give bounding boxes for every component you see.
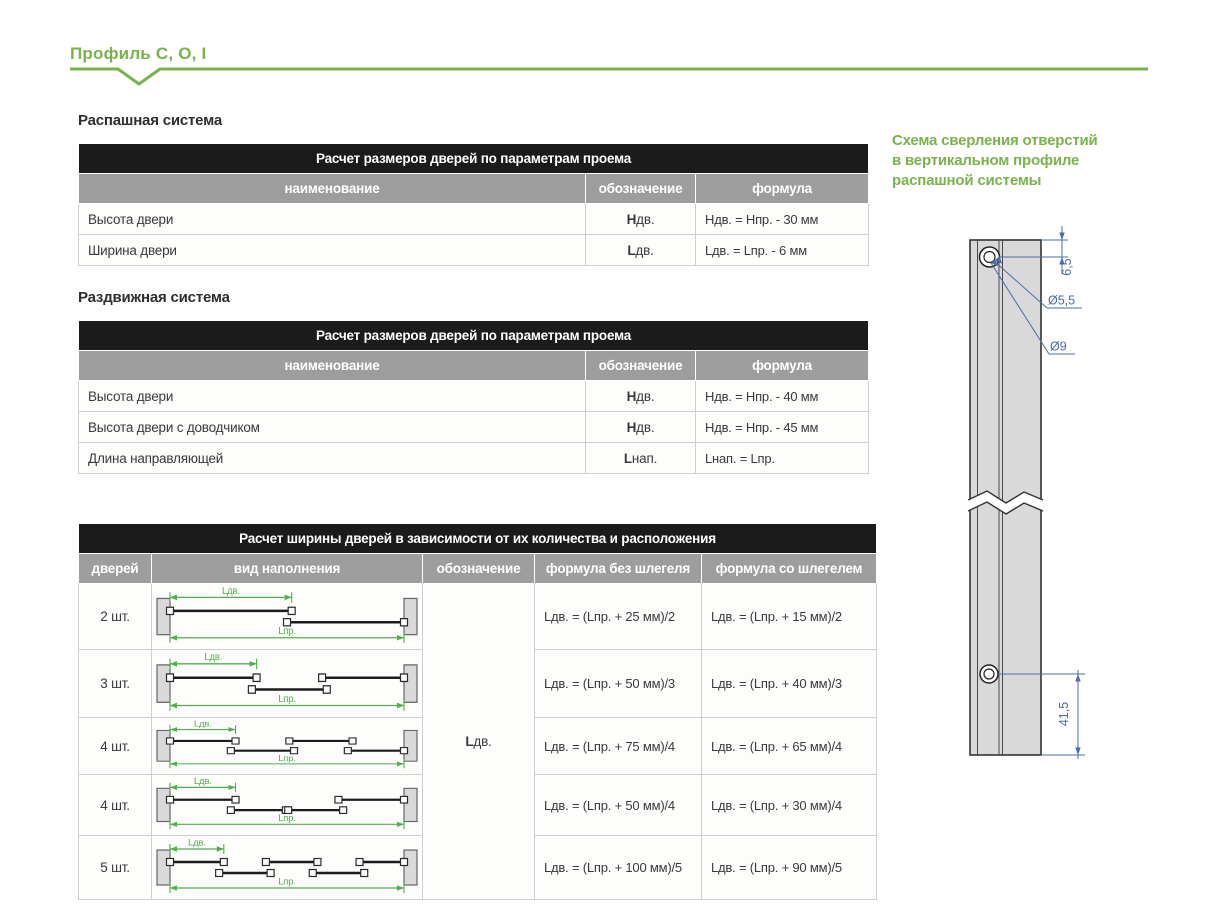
door — [284, 619, 408, 626]
cell-formula-shlegel: Lдв. = (Lпр. + 40 мм)/3 — [702, 650, 877, 718]
cell-name: Высота двери — [79, 381, 586, 412]
width-table — [78, 523, 877, 900]
wall-post-right — [404, 665, 417, 702]
svg-text:Lдв.: Lдв. — [204, 651, 223, 664]
column-header: формула — [696, 174, 869, 204]
wall-post-left — [157, 598, 170, 634]
dimension-arrow — [170, 877, 404, 894]
column-header: обозначение — [586, 174, 696, 204]
cell-formula-plain: Lдв. = (Lпр. + 50 мм)/3 — [535, 650, 702, 718]
door — [167, 738, 240, 744]
wall-post-right — [404, 598, 417, 634]
door-layout-diagram — [155, 585, 419, 645]
svg-text:Lдв.: Lдв. — [221, 585, 240, 597]
swing-section-heading: Распашная система — [78, 112, 222, 129]
cell-formula-shlegel: Lдв. = (Lпр. + 65 мм)/4 — [702, 718, 877, 775]
cell-formula-plain: Lдв. = (Lпр. + 100 мм)/5 — [535, 836, 702, 900]
dim-top-offset-text: 6,5 — [1060, 258, 1074, 276]
wall-post-left — [157, 850, 170, 885]
cell-formula: Lнап. = Lпр. — [696, 443, 869, 474]
door-width-table — [78, 523, 877, 900]
cell-formula-shlegel: Lдв. = (Lпр. + 30 мм)/4 — [702, 775, 877, 836]
table-row — [79, 235, 869, 266]
table-row — [79, 443, 869, 474]
title-underline — [0, 0, 1215, 95]
dimension-arrow — [170, 586, 292, 603]
cell-door-count: 3 шт. — [79, 650, 152, 718]
door — [335, 796, 408, 803]
door-layout-diagram — [155, 719, 419, 770]
door — [167, 607, 296, 614]
cell-symbol: Lдв. — [586, 235, 696, 266]
door — [248, 686, 330, 693]
sliding-section-heading: Раздвижная система — [78, 289, 230, 306]
drawing-caption-line: в вертикальном профиле — [892, 152, 1080, 169]
dimension-arrow — [170, 652, 257, 669]
door — [309, 870, 367, 877]
spec-table — [78, 143, 869, 266]
door — [319, 674, 408, 681]
cell-formula: Hдв. = Hпр. - 30 мм — [696, 204, 869, 235]
cell-formula: Hдв. = Hпр. - 45 мм — [696, 412, 869, 443]
dimension-arrow — [170, 753, 404, 768]
column-header: дверей — [79, 554, 152, 584]
door — [167, 859, 228, 866]
column-header: формула со шлегелем — [702, 554, 877, 584]
dim-bottom-offset-text: 41,5 — [1057, 701, 1071, 727]
column-header: наименование — [79, 174, 586, 204]
table-title: Расчет размеров дверей по параметрам проема — [79, 144, 869, 174]
cell-door-count: 4 шт. — [79, 775, 152, 836]
cell-formula-shlegel: Lдв. = (Lпр. + 15 мм)/2 — [702, 584, 877, 650]
svg-text:Lдв.: Lдв. — [193, 719, 212, 729]
door — [167, 674, 261, 681]
profile-drawing-svg — [930, 222, 1130, 772]
column-header: обозначение — [423, 554, 535, 584]
dim-large-hole: Ø9 — [1050, 339, 1067, 354]
svg-text:Lпр.: Lпр. — [278, 626, 296, 638]
table-title: Расчет ширины дверей в зависимости от их количества и расположения — [79, 524, 877, 554]
cell-layout-diagram — [152, 836, 423, 900]
cell-name: Высота двери с доводчиком — [79, 412, 586, 443]
cell-formula-shlegel: Lдв. = (Lпр. + 90 мм)/5 — [702, 836, 877, 900]
cell-layout-diagram — [152, 718, 423, 775]
table-row — [79, 381, 869, 412]
svg-text:Lдв.: Lдв. — [188, 837, 206, 849]
cell-formula-plain: Lдв. = (Lпр. + 50 мм)/4 — [535, 775, 702, 836]
column-header: наименование — [79, 351, 586, 381]
wall-post-right — [404, 730, 417, 761]
column-header: формула — [696, 351, 869, 381]
cell-symbol: Hдв. — [586, 412, 696, 443]
door-layout-diagram — [155, 837, 419, 895]
dimension-arrow — [170, 694, 404, 711]
svg-text:Lпр.: Lпр. — [278, 753, 296, 763]
wall-post-right — [404, 850, 417, 885]
cell-door-count: 2 шт. — [79, 584, 152, 650]
table-row — [79, 584, 877, 650]
dimension-arrow — [170, 776, 236, 792]
cell-door-count: 4 шт. — [79, 718, 152, 775]
door — [167, 796, 240, 803]
column-header: вид наполнения — [152, 554, 423, 584]
door — [356, 859, 407, 866]
wall-post-left — [157, 788, 170, 821]
swing-size-table — [78, 143, 869, 266]
cell-name: Высота двери — [79, 204, 586, 235]
cell-layout-diagram — [152, 584, 423, 650]
cell-symbol: Hдв. — [586, 204, 696, 235]
cell-formula-plain: Lдв. = (Lпр. + 25 мм)/2 — [535, 584, 702, 650]
cell-formula-plain: Lдв. = (Lпр. + 75 мм)/4 — [535, 718, 702, 775]
dimension-arrow — [170, 719, 236, 734]
cell-designation: Lдв. — [423, 584, 535, 900]
cell-formula: Lдв. = Lпр. - 6 мм — [696, 235, 869, 266]
cell-formula: Hдв. = Hпр. - 40 мм — [696, 381, 869, 412]
page-title: Профиль C, O, I — [70, 44, 207, 63]
table-title: Расчет размеров дверей по параметрам проема — [79, 321, 869, 351]
wall-post-right — [404, 788, 417, 821]
column-header: обозначение — [586, 351, 696, 381]
hole-bottom — [980, 665, 998, 683]
cell-symbol: Hдв. — [586, 381, 696, 412]
column-header: формула без шлегеля — [535, 554, 702, 584]
svg-text:Lпр.: Lпр. — [278, 876, 296, 888]
dimension-arrow — [170, 626, 404, 643]
cell-layout-diagram — [152, 775, 423, 836]
door — [216, 870, 274, 877]
cell-name: Ширина двери — [79, 235, 586, 266]
drawing-caption-line: Схема сверления отверстий — [892, 132, 1098, 149]
wall-post-left — [157, 665, 170, 702]
dimension-arrow — [170, 838, 224, 855]
cell-layout-diagram — [152, 650, 423, 718]
svg-text:Lпр.: Lпр. — [278, 813, 296, 823]
spec-table — [78, 320, 869, 474]
wall-post-left — [157, 730, 170, 761]
svg-text:Lдв.: Lдв. — [193, 776, 212, 787]
door — [262, 859, 320, 866]
dimension-arrow — [170, 813, 404, 829]
table-row — [79, 412, 869, 443]
drawing-caption — [892, 131, 1098, 191]
door-layout-diagram — [155, 651, 419, 713]
table-row — [79, 204, 869, 235]
door — [344, 748, 407, 754]
sliding-size-table — [78, 320, 869, 474]
cell-symbol: Lнап. — [586, 443, 696, 474]
door-layout-diagram — [155, 776, 419, 831]
svg-text:Lпр.: Lпр. — [278, 693, 296, 705]
door — [286, 738, 356, 744]
title-underline-notch — [70, 69, 1148, 84]
dim-small-hole: Ø5,5 — [1048, 293, 1076, 308]
profile-drilling-drawing — [930, 222, 1130, 772]
cell-door-count: 5 шт. — [79, 836, 152, 900]
cell-name: Длина направляющей — [79, 443, 586, 474]
drawing-caption-line: распашной системы — [892, 172, 1042, 189]
